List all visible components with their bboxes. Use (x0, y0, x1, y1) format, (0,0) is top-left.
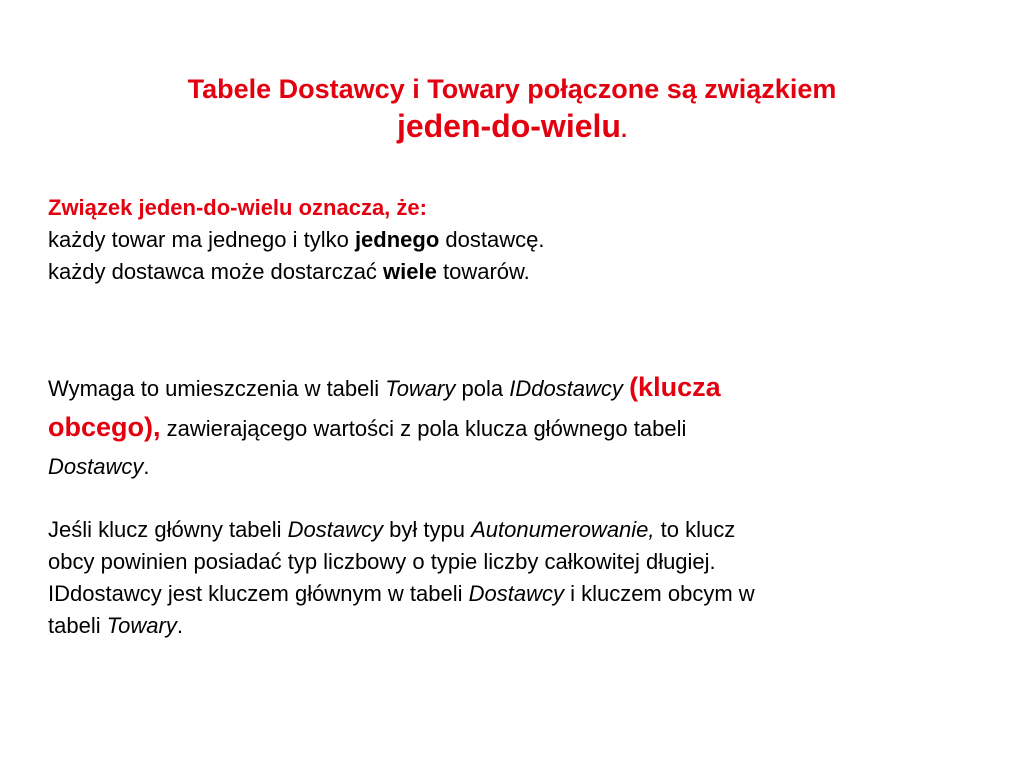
pk-line-4 (48, 610, 978, 642)
requirement-text-3: zawierającego wartości z pola klucza głównego tabeli (160, 416, 687, 441)
pk-text-1: Jeśli klucz główny tabeli (48, 517, 288, 542)
requirement-period: . (143, 454, 150, 479)
pk-text-3: to klucz (654, 517, 736, 542)
title-line-2 (0, 106, 1024, 150)
definition-line-1-end: dostawcę. (439, 227, 545, 252)
title-line-1: Tabele Dostawcy i Towary połączone są związkiem (187, 74, 837, 104)
requirement-paragraph (48, 368, 978, 486)
requirement-line-1 (48, 368, 978, 408)
pk-table-dostawcy-2: Dostawcy (468, 581, 564, 606)
pk-text-4: IDdostawcy jest kluczem głównym w tabeli (48, 581, 469, 606)
requirement-text-1: Wymaga to umieszczenia w tabeli (48, 376, 386, 401)
pk-text-5: i kluczem obcym w (563, 581, 755, 606)
pk-table-dostawcy: Dostawcy (287, 517, 384, 542)
definition-line-2 (48, 256, 978, 288)
definition-line-2-end: towarów. (436, 259, 530, 284)
definition-line-1-text: każdy towar ma jednego i tylko (48, 227, 355, 252)
pk-line-1 (48, 514, 978, 546)
title-relation: jeden-do-wielu (396, 108, 621, 144)
definition-block (48, 192, 978, 288)
definition-line-1 (48, 224, 978, 256)
pk-text-2: był typu (383, 517, 472, 542)
definition-heading: Związek jeden-do-wielu oznacza, że: (48, 195, 427, 220)
pk-line-3 (48, 578, 978, 610)
requirement-foreign-key-2: obcego), (48, 412, 161, 442)
requirement-foreign-key-1: (klucza (629, 372, 721, 402)
requirement-line-2 (48, 408, 978, 448)
requirement-table-dostawcy: Dostawcy (48, 454, 144, 479)
slide-title (0, 72, 1024, 150)
definition-line-2-text: każdy dostawca może dostarczać (48, 259, 384, 284)
requirement-field-iddostawcy: IDdostawcy (509, 376, 623, 401)
definition-line-1-bold: jednego (354, 227, 440, 252)
requirement-line-3 (48, 448, 978, 486)
requirement-table-towary: Towary (385, 376, 456, 401)
pk-text-6: tabeli (48, 613, 107, 638)
primary-key-paragraph (48, 514, 978, 642)
pk-line-2: obcy powinien posiadać typ liczbowy o typie liczby całkowitej długiej. (48, 549, 716, 574)
pk-period: . (176, 613, 183, 638)
pk-type-autonumerowanie: Autonumerowanie, (471, 517, 655, 542)
definition-line-2-bold: wiele (383, 259, 437, 284)
requirement-text-2: pola (455, 376, 510, 401)
pk-table-towary: Towary (106, 613, 177, 638)
title-period: . (620, 117, 628, 142)
